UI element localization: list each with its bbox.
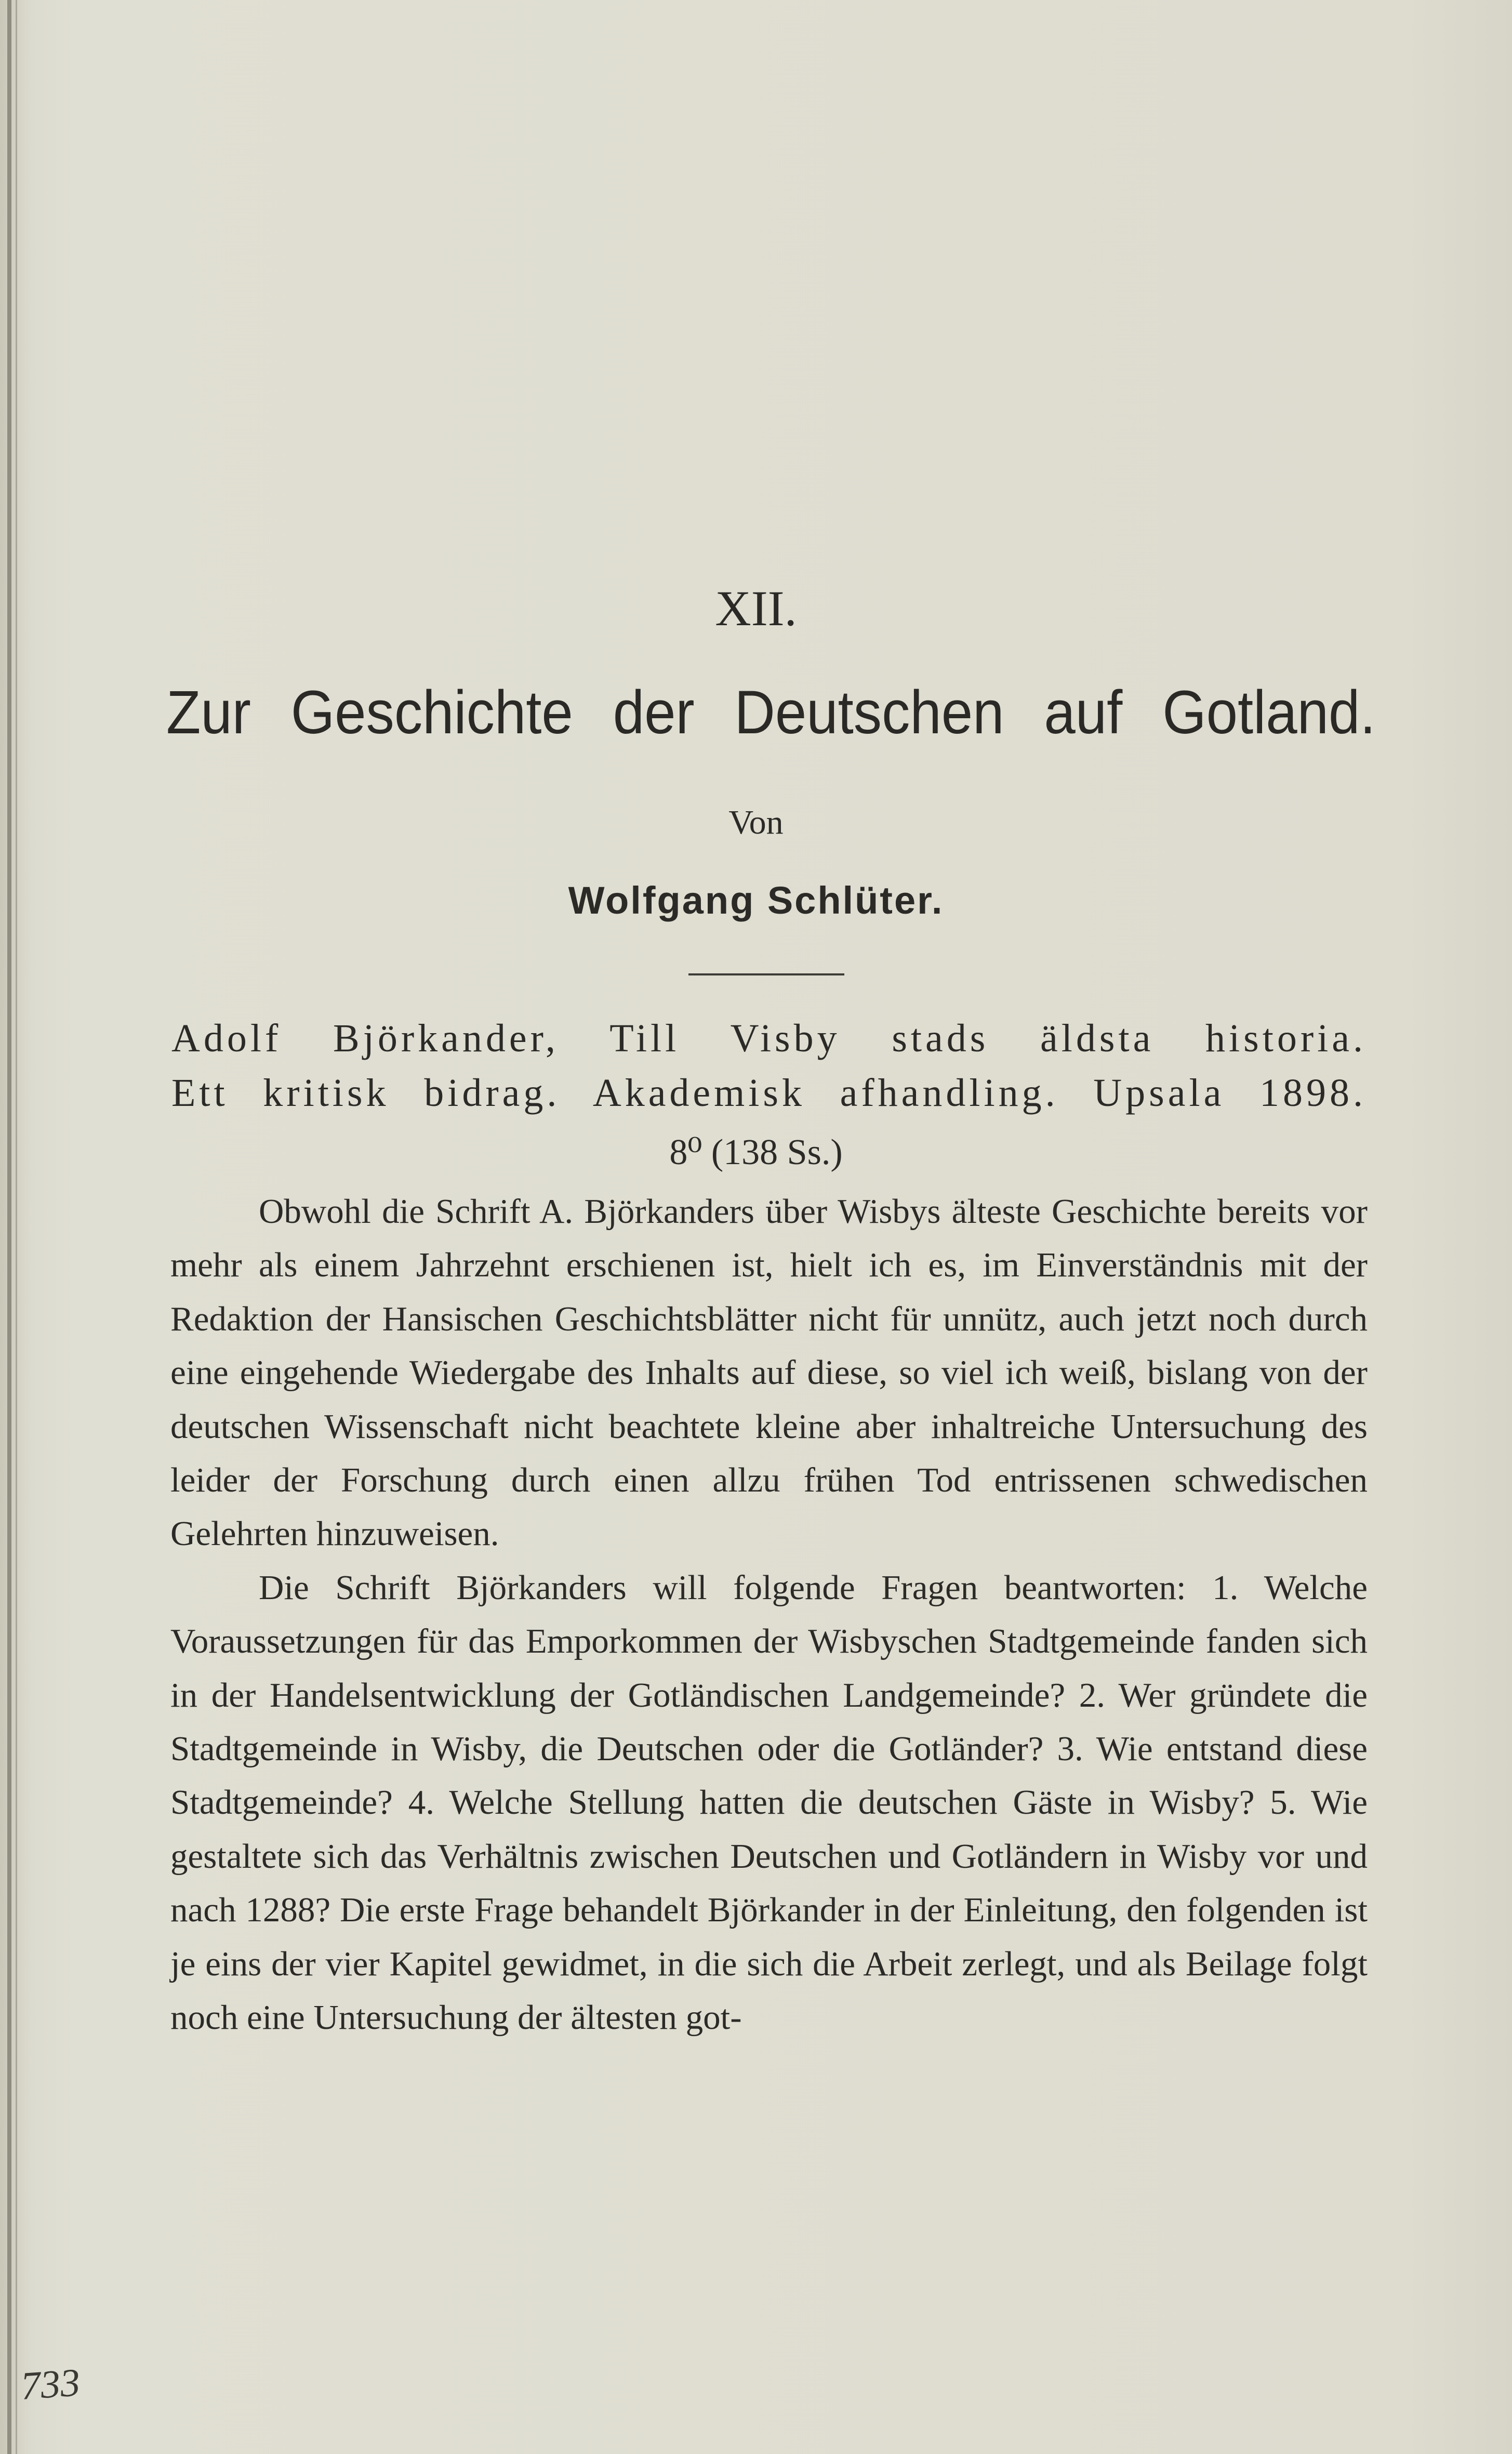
chapter-number: XII. <box>715 580 797 636</box>
author-name: Wolfgang Schlüter. <box>568 879 944 922</box>
book-spine-shadow <box>7 0 11 2454</box>
bleed-through-block <box>171 88 1367 738</box>
margin-handwritten-note: 733 <box>19 2360 82 2408</box>
body-text <box>170 1185 1368 2045</box>
paragraph-1: Obwohl die Schrift A. Björkanders über Wisbys älteste Geschichte bereits vor mehr als einem Jahrzehnt erschienen ist, hielt ich es, im Einverständnis mit der Redaktion der Hansischen Geschichtsblätter nicht für unnütz, auch jetzt noch durch eine eingehende Wiedergabe des Inhalts auf diese, so viel ich weiß, bislang von der deutschen Wissenschaft nicht beachtete kleine aber inhaltreiche Untersuchung des leider der Forschung durch einen allzu frühen Tod entrissenen schwedischen Gelehrten hinzuweisen. <box>170 1192 1368 1553</box>
reference-line-2: Ett kritisk bidrag. Akademisk afhandling. Upsala 1898. <box>171 1071 1367 1115</box>
byline-label: Von <box>728 803 784 841</box>
book-spine-edge <box>16 0 17 2454</box>
paragraph-2: Die Schrift Björkanders will folgende Fragen beantworten: 1. Welche Voraussetzungen für das Emporkommen der Wisbyschen Stadtgemeinde fanden sich in der Handelsentwicklung der Gotländischen Landgemeinde? 2. Wer gründete die Stadtgemeinde in Wisby, die Deutschen oder die Gotländer? 3. Wie entstand diese Stadtgemeinde? 4. Welche Stellung hatten die deutschen Gäste in Wisby? 5. Wie gestaltete sich das Verhältnis zwischen Deutschen und Gotländern in Wisby vor und nach 1288? Die erste Frage behandelt Björkander in der Einleitung, den folgenden ist je eins der vier Kapitel gewidmet, in die sich die Arbeit zerlegt, und als Beilage folgt noch eine Untersuchung der ältesten got- <box>170 1568 1368 2037</box>
title-divider <box>688 973 844 975</box>
reference-line-3: 8⁰ (138 Ss.) <box>669 1132 843 1172</box>
reference-line-1: Adolf Björkander, Till Visby stads äldsta historia. <box>171 1017 1367 1060</box>
article-title: Zur Geschichte der Deutschen auf Gotland. <box>166 678 1376 747</box>
